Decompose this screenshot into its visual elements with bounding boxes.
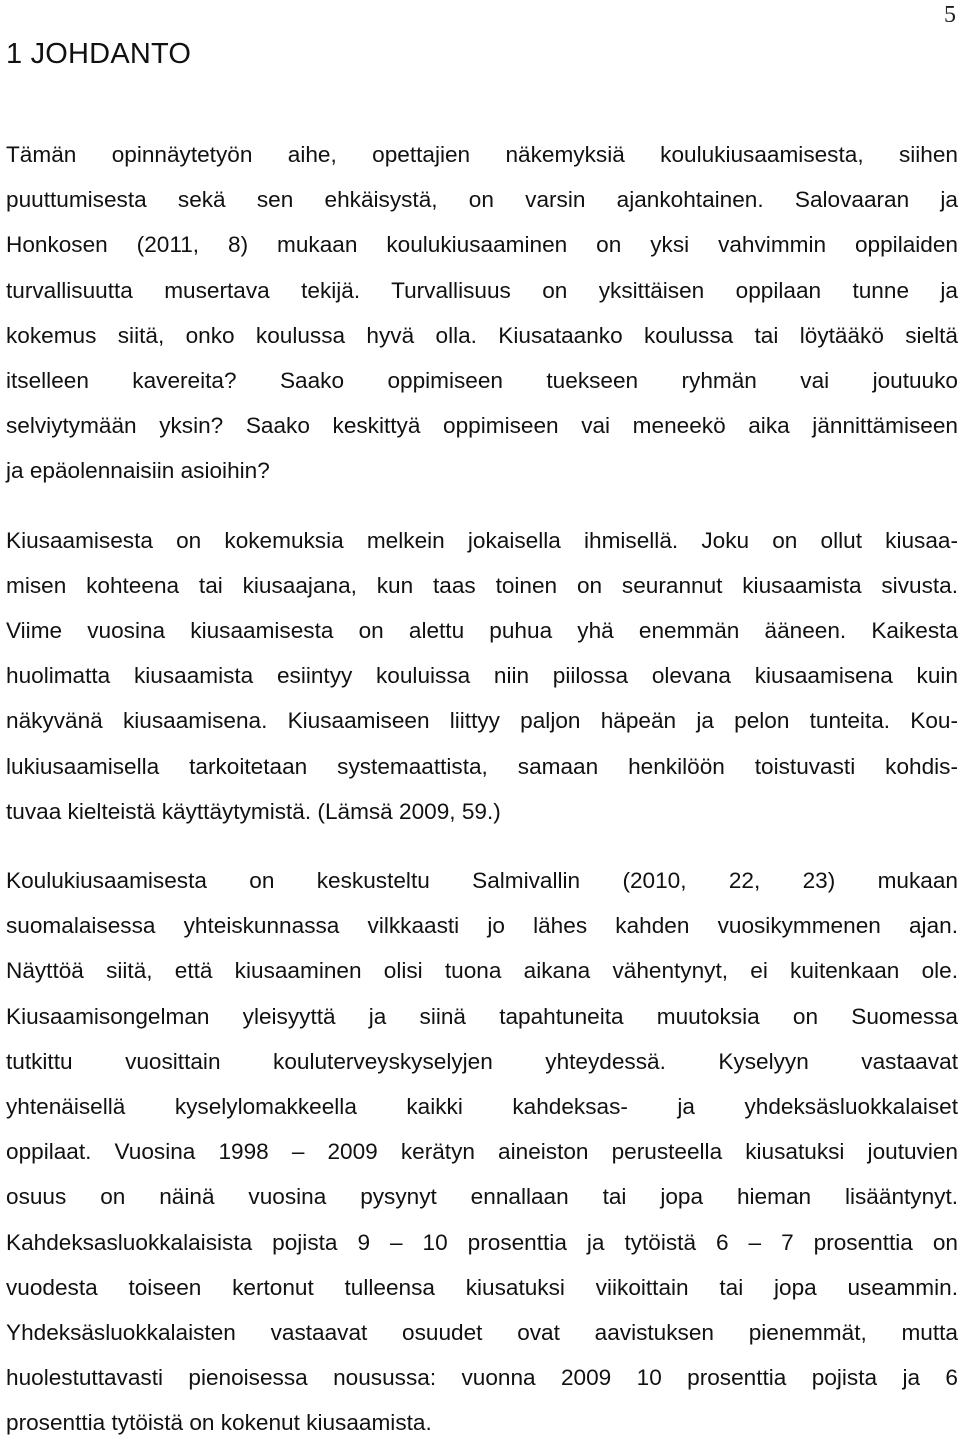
text-line: Kahdeksasluokkalaisista pojista 9 – 10 prosenttia ja tytöistä 6 – 7 prosenttia on <box>6 1229 958 1255</box>
text-line: Kiusaamisesta on kokemuksia melkein jokaisella ihmisellä. Joku on ollut kiusaa- <box>6 527 958 553</box>
text-line: puuttumisesta sekä sen ehkäisystä, on varsin ajankohtainen. Salovaaran ja <box>6 187 958 213</box>
text-line: yhtenäisellä kyselylomakkeella kaikki kahdeksas- ja yhdeksäsluokkalaiset <box>6 1094 958 1120</box>
text-line: lukiusaamisella tarkoitetaan systemaattista, samaan henkilöön toistuvasti kohdis- <box>6 753 958 779</box>
text-line: tutkittu vuosittain kouluterveyskyselyjen yhteydessä. Kyselyyn vastaavat <box>6 1048 958 1074</box>
text-line: Tämän opinnäytetyön aihe, opettajien näkemyksiä koulukiusaamisesta, siihen <box>6 142 958 167</box>
text-line: Koulukiusaamisesta on keskusteltu Salmivallin (2010, 22, 23) mukaan <box>6 868 958 894</box>
page-number: 5 <box>944 2 956 28</box>
paragraph-3 <box>6 858 958 1446</box>
document-body <box>6 132 958 1446</box>
text-line: huolimatta kiusaamista esiintyy kouluissa niin piilossa olevana kiusaamisena kuin <box>6 663 958 689</box>
text-line: vuodesta toiseen kertonut tulleensa kiusatuksi viikoittain tai jopa useammin. <box>6 1274 958 1300</box>
text-line: huolestuttavasti pienoisessa nousussa: vuonna 2009 10 prosenttia pojista ja 6 <box>6 1365 958 1391</box>
paragraph-2 <box>6 518 958 834</box>
paragraph-1 <box>6 132 958 494</box>
text-line: kokemus siitä, onko koulussa hyvä olla. Kiusataanko koulussa tai löytääkö sieltä <box>6 322 958 348</box>
text-line: tuvaa kielteistä käyttäytymistä. (Lämsä 2009, 59.) <box>6 798 501 824</box>
text-line: Honkosen (2011, 8) mukaan koulukiusaaminen on yksi vahvimmin oppilaiden <box>6 232 958 258</box>
text-line: misen kohteena tai kiusaajana, kun taas toinen on seurannut kiusaamista sivusta. <box>6 572 958 598</box>
text-line: itselleen kavereita? Saako oppimiseen tuekseen ryhmän vai joutuuko <box>6 368 958 394</box>
text-line: näkyvänä kiusaamisena. Kiusaamiseen liittyy paljon häpeän ja pelon tunteita. Kou- <box>6 708 958 734</box>
text-line: Näyttöä siitä, että kiusaaminen olisi tuona aikana vähentynyt, ei kuitenkaan ole. <box>6 958 958 984</box>
chapter-heading: 1 JOHDANTO <box>6 38 192 70</box>
text-line: ja epäolennaisiin asioihin? <box>6 458 270 484</box>
text-line: turvallisuutta musertava tekijä. Turvallisuus on yksittäisen oppilaan tunne ja <box>6 277 958 303</box>
text-line: Viime vuosina kiusaamisesta on alettu puhua yhä enemmän ääneen. Kaikesta <box>6 618 958 644</box>
text-line: osuus on näinä vuosina pysynyt ennallaan tai jopa hieman lisääntynyt. <box>6 1184 958 1210</box>
text-line: Kiusaamisongelman yleisyyttä ja siinä tapahtuneita muutoksia on Suomessa <box>6 1003 958 1029</box>
text-line: oppilaat. Vuosina 1998 – 2009 kerätyn aineiston perusteella kiusatuksi joutuvien <box>6 1139 958 1165</box>
text-line: Yhdeksäsluokkalaisten vastaavat osuudet ovat aavistuksen pienemmät, mutta <box>6 1320 958 1346</box>
text-line: selviytymään yksin? Saako keskittyä oppimiseen vai meneekö aika jännittämiseen <box>6 413 958 439</box>
text-line: prosenttia tytöistä on kokenut kiusaamista. <box>6 1410 432 1436</box>
text-line: suomalaisessa yhteiskunnassa vilkkaasti jo lähes kahden vuosikymmenen ajan. <box>6 913 958 939</box>
